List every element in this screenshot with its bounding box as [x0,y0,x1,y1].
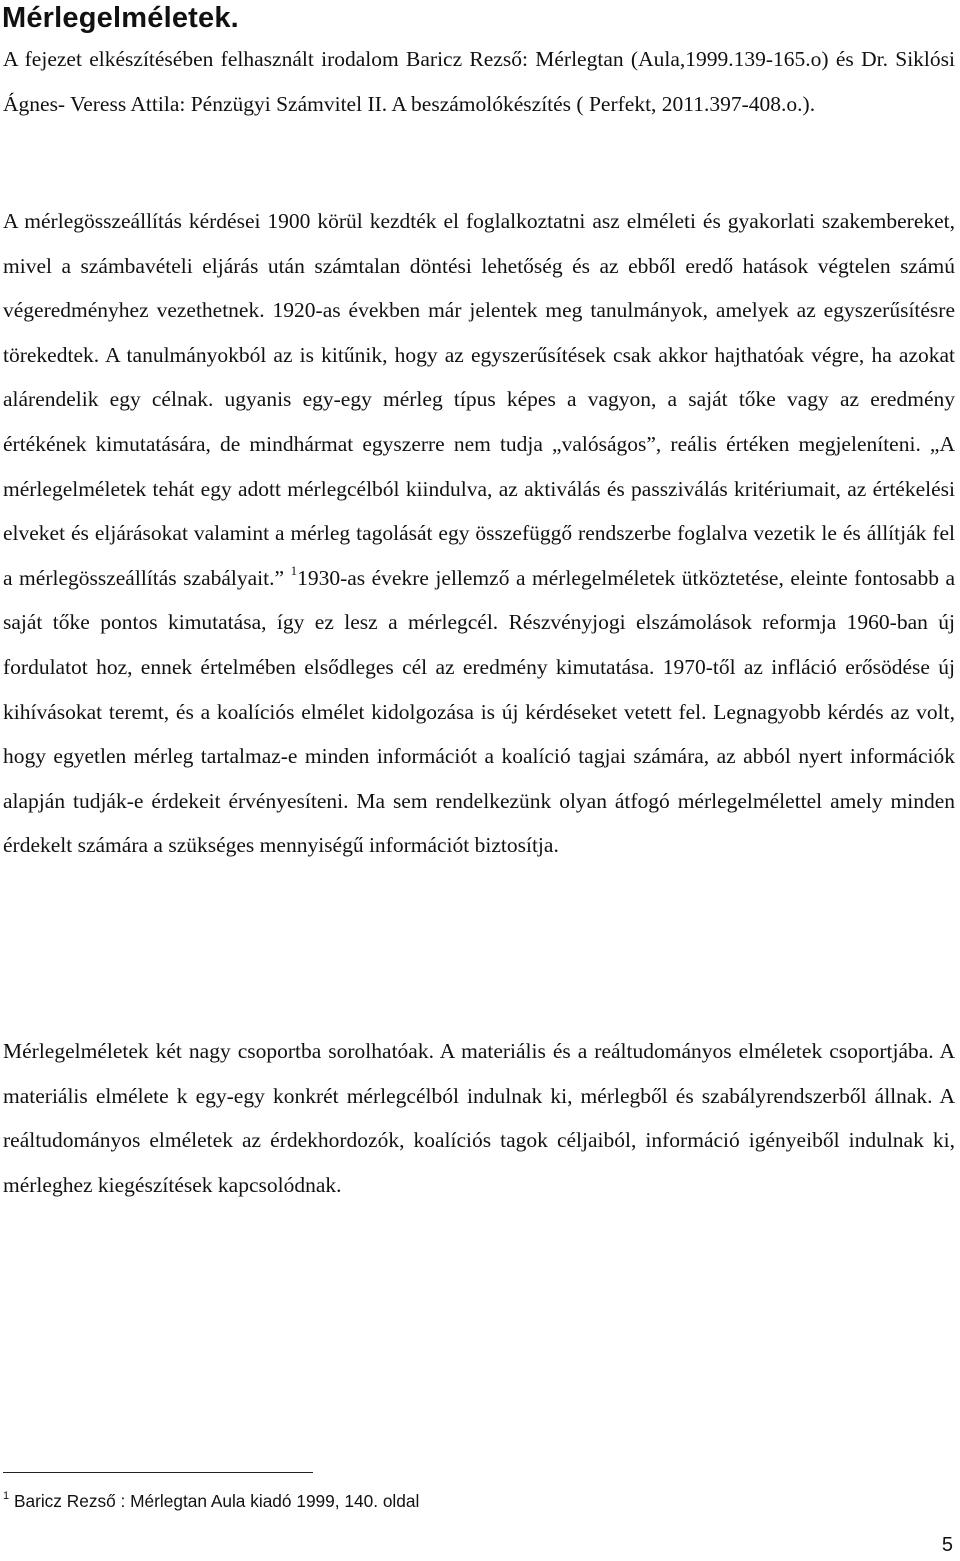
page-title: Mérlegelméletek. [2,2,239,34]
footnote-text: Baricz Rezső : Mérlegtan Aula kiadó 1999, 140. oldal [13,1491,420,1511]
sources-paragraph: A fejezet elkészítésében felhasznált irodalom Baricz Rezső: Mérlegtan (Aula,1999.139-165.o) és Dr. Siklósi Ágnes- Veress Attila: Pénzügyi Számvitel II. A beszámolókészítés ( Perfekt, 2011.397-408.o.). [3,47,955,116]
history-text-before-note: A mérlegösszeállítás kérdései 1900 körül kezdték el foglalkoztatni asz elméleti és gyakorlati szakembereket, mivel a számbavételi eljárás után számtalan döntési lehetőség és az ebből eredő hatások végtelen számú végeredményhez vezethetnek. 1920-as években már jelentek meg tanulmányok, amelyek az egyszerűsítésre törekedtek. A tanulmányokból az is kitűnik, hogy az egyszerűsítések csak akkor hajthatóak végre, ha azokat alárendelik egy célnak. ugyanis egy-egy mérleg típus képes a vagyon, a saját tőke vagy az eredmény értékének kimutatására, de mindhármat egyszerre nem tudja „valóságos”, reális értéken megjeleníteni. „A mérlegelméletek tehát egy adott mérlegcélból kiindulva, az aktiválás és passziválás kritériumait, az értékelési elveket és eljárásokat valamint a mérleg tagolását egy összefüggő rendszerbe foglalva vezetik le és állítják fel a mérlegösszeállítás szabályait.” [3,209,955,590]
theory-groups-paragraph: Mérlegelméletek két nagy csoportba sorolhatóak. A materiális és a reáltudományos elméletek csoportjába. A materiális elmélete k egy-egy konkrét mérlegcélból indulnak ki, mérlegből és szabályrendszerből állnak. A reáltudományos elméletek az érdekhordozók, koalíciós tagok céljaiból, információ igényeiből indulnak ki, mérleghez kiegészítések kapcsolódnak. [3,1039,955,1197]
footnote [3,1490,419,1512]
history-paragraph [3,199,955,868]
page-number: 5 [941,1534,953,1556]
history-text-after-note: 1930-as évekre jellemző a mérlegelméletek ütköztetése, eleinte fontosabb a saját tőke pontos kimutatása, így ez lesz a mérlegcél. Részvényjogi elszámolások reformja 1960-ban új fordulatot hoz, ennek értelmében elsődleges cél az eredmény kimutatása. 1970-től az infláció erősödése új kihívásokat teremt, és a koalíciós elmélet kidolgozása is új kérdéseket vetett fel. Legnagyobb kérdés az volt, hogy egyetlen mérleg tartalmaz-e minden információt a koalíció tagjai számára, az abból nyert információk alapján tudják-e érdekeit érvényesíteni. Ma sem rendelkezünk olyan átfogó mérlegelmélettel amely minden érdekelt számára a szükséges mennyiségű információt biztosítja. [3,565,956,858]
footnote-reference: 1 [290,562,298,578]
footnote-separator [3,1472,313,1473]
footnote-marker: 1 [3,1490,10,1502]
